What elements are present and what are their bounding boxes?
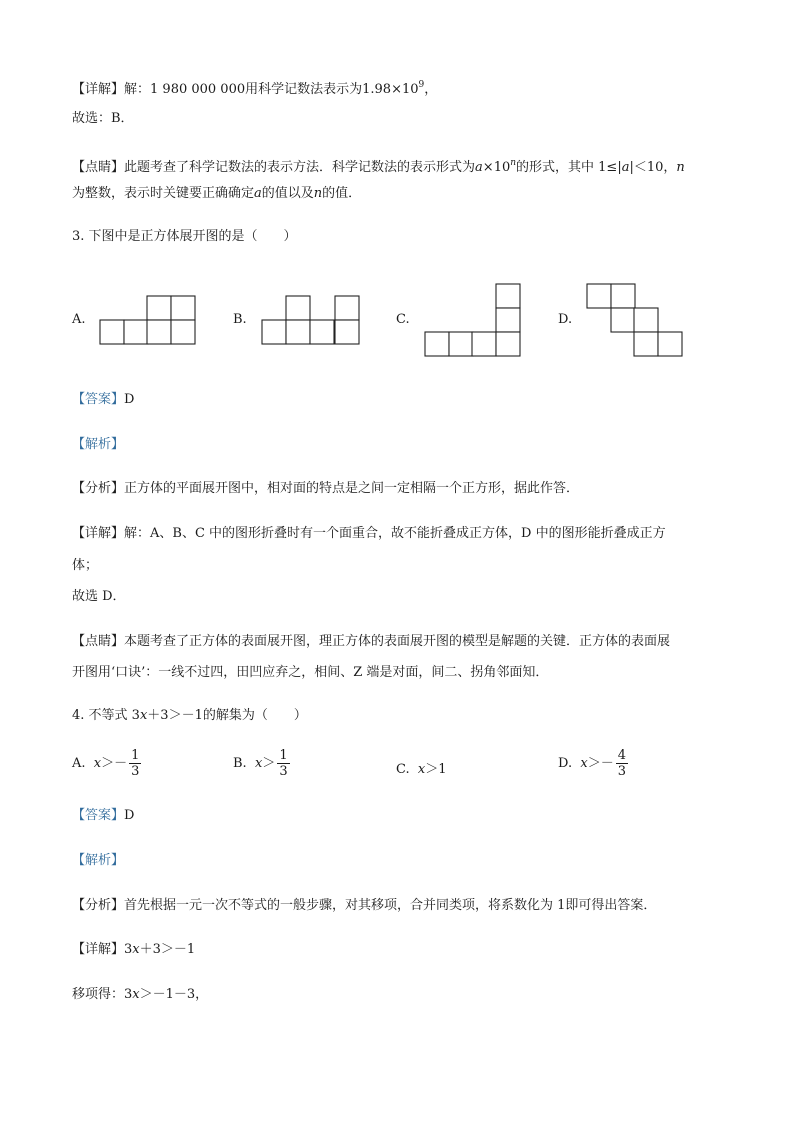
analysis-4-sub-tag: 【分析】 <box>72 898 125 913</box>
detail-4 <box>72 941 195 959</box>
analysis-4 <box>72 897 656 915</box>
detail-text: 解：1 980 000 000用科学记数法表示为 <box>124 82 363 97</box>
q4-option-d-fraction <box>616 748 628 779</box>
var-a: a <box>475 160 483 175</box>
var-n-exp: n <box>510 158 517 168</box>
q4-option-b-label: B. <box>233 756 247 771</box>
comment-3-text: 本题考查了正方体的表面展开图，理正方体的表面展开图的模型是解题的关键．正方体的表面展 <box>124 634 671 649</box>
var-a-abs: a <box>621 160 630 175</box>
q4-option-a-num: 1 <box>131 748 140 763</box>
answer-value: D <box>124 392 135 407</box>
comment-end: 的值． <box>322 186 362 201</box>
answer-3 <box>72 391 134 409</box>
comment-tag: 【点睛】 <box>72 160 125 175</box>
var-n: n <box>676 160 685 175</box>
option-a-label: A. <box>72 312 86 327</box>
times-ten: ×10 <box>482 160 511 175</box>
detail-3-choice: 故选 D． <box>72 589 126 604</box>
question-4-rest: ＋3＞－1的解集为（ ） <box>147 708 307 723</box>
q4-option-d-label: D. <box>558 756 573 771</box>
q4-option-b-num: 1 <box>279 748 288 763</box>
q4-option-d-rel: ＞－ <box>587 756 614 771</box>
comment-3-tag: 【点睛】 <box>72 634 125 649</box>
question-4-var: x <box>139 708 148 723</box>
q4-option-d-var: x <box>580 756 588 771</box>
comment-3-text-b: 开图用‘口诀’：一线不过四，田凹应弃之，相间、Z 端是对面，间二、拐角邻面知． <box>72 665 549 680</box>
comment-mid: 的值以及 <box>261 186 314 201</box>
cube-net-d <box>586 283 684 357</box>
detail-line-1 <box>72 76 437 99</box>
detail-3-line-2 <box>72 557 98 575</box>
q4-option-b-var: x <box>254 756 263 771</box>
detail-3-line-1 <box>72 525 666 543</box>
comment-text-2: 的形式，其中 1≤| <box>516 160 622 175</box>
transpose-rest: ＞－1－3， <box>139 987 209 1002</box>
question-4-title <box>72 707 307 725</box>
question-4-pre: 4. 不等式 3 <box>72 708 140 723</box>
choice-text: 故选：B． <box>72 111 134 126</box>
detail-3-tag: 【详解】 <box>72 526 125 541</box>
comment-text: 此题考查了科学记数法的表示方法．科学记数法的表示形式为 <box>124 160 476 175</box>
detail-4-pre: 3 <box>124 942 133 957</box>
q4-option-b-fraction <box>277 748 289 779</box>
analysis-text: 正方体的平面展开图中，相对面的特点是之间一定相隔一个正方形，据此作答． <box>124 481 580 496</box>
option-d-label: D. <box>558 312 573 327</box>
q4-option-b-den: 3 <box>279 764 288 779</box>
q4-option-a-rel: ＞－ <box>101 756 128 771</box>
question-3-text: 3. 下图中是正方体展开图的是（ ） <box>72 229 297 244</box>
answer-4-tag: 【答案】 <box>72 808 125 823</box>
analysis-tag: 【解析】 <box>72 437 125 452</box>
q4-option-c-var: x <box>417 762 426 777</box>
q4-option-a-fraction <box>129 748 141 779</box>
comment-text-3: |＜10， <box>629 160 677 175</box>
q4-option-c <box>396 758 447 777</box>
transpose-step <box>72 986 208 1004</box>
comment-line-2 <box>72 185 361 203</box>
detail-3-text: 解：A、B、C 中的图形折叠时有一个面重合，故不能折叠成正方体，D 中的图形能折叠成正方 <box>124 526 666 541</box>
q4-option-c-label: C. <box>396 762 410 777</box>
comment-3-line-1 <box>72 633 670 651</box>
q4-option-a-den: 3 <box>131 764 140 779</box>
analysis-4-text: 首先根据一元一次不等式的一般步骤，对其移项，合并同类项，将系数化为 1即可得出答案． <box>124 898 657 913</box>
choice-line-1 <box>72 110 134 128</box>
q4-option-a-var: x <box>93 756 102 771</box>
q4-option-d-num: 4 <box>617 748 626 763</box>
transpose-var: x <box>132 987 140 1002</box>
analysis-3 <box>72 480 579 498</box>
transpose-pre: 移项得：3 <box>72 987 133 1002</box>
q4-option-a-label: A. <box>72 756 86 771</box>
q4-option-a <box>72 748 141 779</box>
answer-tag: 【答案】 <box>72 392 125 407</box>
q4-option-b <box>233 748 290 779</box>
detail-4-rest: ＋3＞－1 <box>139 942 196 957</box>
option-b-label: B. <box>233 312 247 327</box>
q4-option-b-rel: ＞ <box>262 756 276 771</box>
question-3-title <box>72 228 297 246</box>
analysis-4-tag: 【解析】 <box>72 853 125 868</box>
cube-net-a <box>99 295 197 345</box>
cube-net-c <box>424 283 522 357</box>
analysis-heading-4 <box>72 852 124 870</box>
detail-tag: 【详解】 <box>72 82 125 97</box>
answer-4-value: D <box>124 808 135 823</box>
var-n-2: n <box>313 186 323 201</box>
q4-option-d <box>558 748 628 779</box>
comment-3-line-2 <box>72 664 548 682</box>
sci-notation-exponent: 9 <box>418 80 425 90</box>
option-c-label: C. <box>396 312 410 327</box>
detail-3-text-b: 体； <box>72 558 99 573</box>
analysis-heading-3 <box>72 436 124 454</box>
detail-4-var: x <box>132 942 140 957</box>
detail-tail: ， <box>424 82 438 97</box>
q4-option-c-rel: ＞1 <box>425 762 447 777</box>
analysis-sub-tag: 【分析】 <box>72 481 125 496</box>
detail-3-line-3 <box>72 588 126 606</box>
var-a-2: a <box>254 186 262 201</box>
cube-net-b <box>261 295 363 345</box>
comment-text-b: 为整数，表示时关键要正确确定 <box>72 186 255 201</box>
comment-line-1 <box>72 154 685 177</box>
detail-4-tag: 【详解】 <box>72 942 125 957</box>
q4-option-d-den: 3 <box>617 764 626 779</box>
answer-4 <box>72 807 134 825</box>
sci-notation-value: 1.98×10 <box>362 82 419 97</box>
